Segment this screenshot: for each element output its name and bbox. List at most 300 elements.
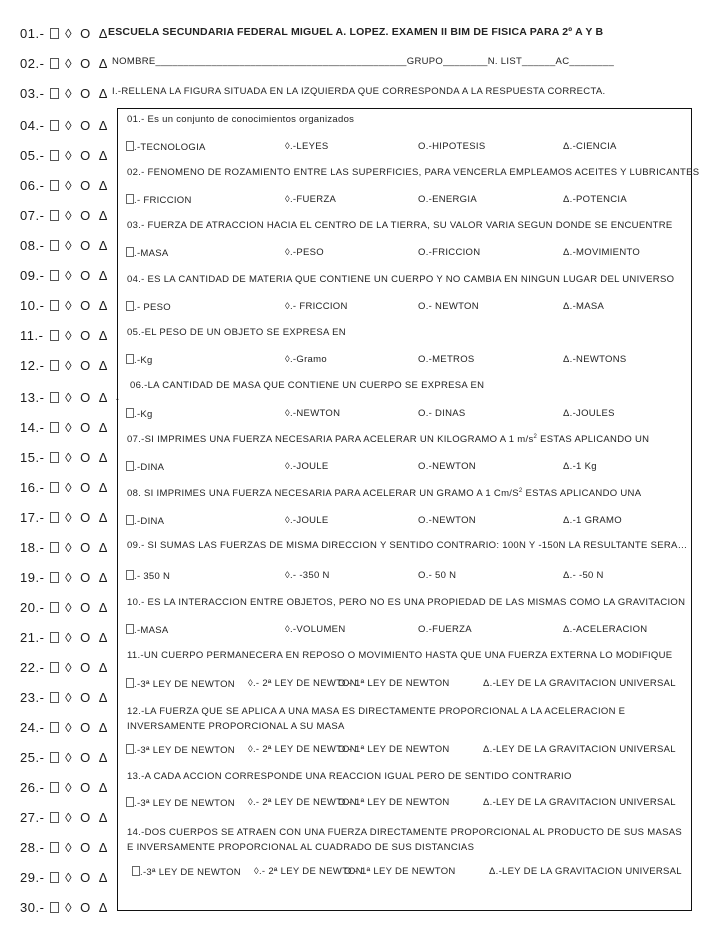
circle-bubble-icon[interactable]: O: [80, 328, 91, 343]
square-bubble-icon[interactable]: [50, 330, 59, 341]
question-text: 10.- ES LA INTERACCION ENTRE OBJETOS, PERO NO ES UNA PROPIEDAD DE LAS MISMAS COMO LA GRAVITACION: [127, 597, 686, 608]
question-text-part: 08. SI IMPRIMES UNA FUERZA NECESARIA PARA ACELERAR UN GRAMO A 1 Cm/S: [127, 488, 519, 500]
answer-option-label: .-3ª LEY DE NEWTON: [134, 798, 235, 809]
square-bubble-icon: [126, 515, 134, 525]
answer-row: [20, 630, 116, 645]
answer-option[interactable]: [418, 624, 472, 635]
answer-option[interactable]: [418, 141, 485, 152]
square-bubble-icon[interactable]: [50, 120, 59, 131]
square-bubble-icon[interactable]: [50, 392, 59, 403]
answer-option-label: Δ.-LEY DE LA GRAVITACION UNIVERSAL: [483, 744, 676, 755]
answer-option[interactable]: [126, 744, 235, 756]
answer-option-label: Δ.-LEY DE LA GRAVITACION UNIVERSAL: [489, 866, 682, 877]
triangle-bubble-icon[interactable]: Δ: [98, 660, 108, 675]
diamond-bubble-icon[interactable]: ◊: [65, 148, 73, 163]
answer-option-label: ◊.-JOULE: [285, 461, 329, 472]
diamond-bubble-icon[interactable]: ◊: [65, 840, 73, 855]
answer-option-label: O.-ENERGIA: [418, 194, 477, 205]
triangle-bubble-icon[interactable]: Δ: [98, 840, 108, 855]
square-bubble-icon: [126, 570, 134, 580]
circle-bubble-icon[interactable]: O: [80, 450, 91, 465]
answer-option[interactable]: [563, 354, 627, 365]
square-bubble-icon[interactable]: [50, 572, 59, 583]
diamond-bubble-icon[interactable]: ◊: [65, 720, 73, 735]
answer-option-label: .-TECNOLOGIA: [134, 142, 206, 153]
diamond-bubble-icon[interactable]: ◊: [65, 810, 73, 825]
square-bubble-icon[interactable]: [50, 872, 59, 883]
square-bubble-icon: [126, 678, 134, 688]
answer-option[interactable]: [126, 301, 171, 313]
square-bubble-icon[interactable]: [50, 512, 59, 523]
answer-row-number: 18.-: [20, 540, 45, 555]
answer-option-label: .- PESO: [134, 302, 171, 313]
answer-option[interactable]: [563, 570, 604, 581]
answer-option-label: O.- 1ª LEY DE NEWTON: [338, 678, 450, 689]
diamond-bubble-icon[interactable]: ◊: [65, 268, 73, 283]
answer-option[interactable]: [418, 301, 479, 312]
triangle-bubble-icon[interactable]: Δ: [98, 26, 108, 41]
answer-option[interactable]: [418, 354, 475, 365]
answer-row: [20, 840, 116, 855]
answer-option[interactable]: [563, 247, 640, 258]
answer-option[interactable]: [126, 194, 192, 206]
answer-row: [20, 118, 116, 133]
answer-option-label: Δ.- -50 N: [563, 570, 604, 581]
answer-row-number: 10.-: [20, 298, 45, 313]
answer-option-label: Δ.-MASA: [563, 301, 605, 312]
answer-option[interactable]: [563, 194, 627, 205]
question-text: 09.- SI SUMAS LAS FUERZAS DE MISMA DIRECCION Y SENTIDO CONTRARIO: 100N Y -150N LA RESULTANTE SERA…: [127, 540, 688, 551]
answer-row: [20, 208, 116, 223]
answer-row-number: 05.-: [20, 148, 45, 163]
square-bubble-icon[interactable]: [50, 270, 59, 281]
triangle-bubble-icon[interactable]: Δ: [98, 720, 108, 735]
instructions: I.-RELLENA LA FIGURA SITUADA EN LA IZQUIERDA QUE CORRESPONDA A LA RESPUESTA CORRECTA.: [112, 86, 606, 97]
answer-option-label: Δ.-1 Kg: [563, 461, 597, 472]
circle-bubble-icon[interactable]: O: [80, 900, 91, 915]
student-info-line[interactable]: NOMBRE_____________________________________________GRUPO________N. LIST______AC________: [112, 56, 615, 67]
answer-row-number: 02.-: [20, 56, 45, 71]
square-bubble-icon[interactable]: [50, 602, 59, 613]
diamond-bubble-icon[interactable]: ◊: [65, 870, 73, 885]
answer-row-number: 09.-: [20, 268, 45, 283]
circle-bubble-icon[interactable]: O: [80, 298, 91, 313]
square-bubble-icon: [126, 194, 134, 204]
circle-bubble-icon[interactable]: O: [80, 840, 91, 855]
answer-row: [20, 268, 116, 283]
answer-row-number: 27.-: [20, 810, 45, 825]
answer-row: [20, 900, 116, 915]
answer-option[interactable]: [126, 515, 164, 527]
question-text: [127, 488, 641, 499]
answer-option[interactable]: [418, 461, 476, 472]
square-bubble-icon[interactable]: [50, 722, 59, 733]
triangle-bubble-icon[interactable]: Δ: [98, 56, 108, 71]
square-bubble-icon[interactable]: [50, 662, 59, 673]
answer-option[interactable]: [126, 678, 235, 690]
answer-row-number: 04.-: [20, 118, 45, 133]
question-text-part: ESTAS APLICANDO UNA: [522, 488, 642, 500]
answer-row: [20, 600, 116, 615]
question-text: 01.- Es un conjunto de conocimientos organizados: [127, 114, 355, 125]
circle-bubble-icon[interactable]: O: [80, 690, 91, 705]
circle-bubble-icon[interactable]: O: [80, 600, 91, 615]
answer-option[interactable]: [285, 515, 329, 526]
answer-option-label: .-MASA: [134, 248, 169, 259]
square-bubble-icon[interactable]: [50, 88, 59, 99]
answer-row-number: 26.-: [20, 780, 45, 795]
square-bubble-icon[interactable]: [50, 812, 59, 823]
triangle-bubble-icon[interactable]: Δ: [98, 690, 108, 705]
answer-option-label: O.-FRICCION: [418, 247, 481, 258]
square-bubble-icon: [126, 461, 134, 471]
answer-option[interactable]: [285, 194, 336, 205]
answer-option[interactable]: [285, 301, 348, 312]
circle-bubble-icon[interactable]: O: [80, 540, 91, 555]
circle-bubble-icon[interactable]: O: [80, 390, 91, 405]
square-bubble-icon: [126, 354, 134, 364]
circle-bubble-icon[interactable]: O: [80, 420, 91, 435]
answer-option[interactable]: [132, 866, 241, 878]
square-bubble-icon[interactable]: [50, 180, 59, 191]
square-bubble-icon[interactable]: [50, 210, 59, 221]
answer-row: [20, 86, 116, 101]
exam-title: ESCUELA SECUNDARIA FEDERAL MIGUEL A. LOPEZ. EXAMEN II BIM DE FISICA PARA 2º A Y B: [108, 26, 604, 38]
diamond-bubble-icon[interactable]: ◊: [65, 510, 73, 525]
answer-option-label: .- 350 N: [134, 571, 171, 582]
answer-option-label: ◊.-VOLUMEN: [285, 624, 346, 635]
question-text: 13.-A CADA ACCION CORRESPONDE UNA REACCION IGUAL PERO DE SENTIDO CONTRARIO: [127, 771, 572, 782]
answer-row-number: 14.-: [20, 420, 45, 435]
answer-option-label: O.-NEWTON: [418, 515, 476, 526]
triangle-bubble-icon[interactable]: Δ: [98, 540, 108, 555]
square-bubble-icon[interactable]: [50, 782, 59, 793]
question-text: 03.- FUERZA DE ATRACCION HACIA EL CENTRO DE LA TIERRA, SU VALOR VARIA SEGUN DONDE SE ENCUENTRE: [127, 220, 673, 231]
answer-row: [20, 720, 116, 735]
diamond-bubble-icon[interactable]: ◊: [65, 56, 73, 71]
answer-row: [20, 750, 116, 765]
answer-option-label: ◊.- -350 N: [285, 570, 330, 581]
answer-option-label: Δ.-ACELERACION: [563, 624, 648, 635]
triangle-bubble-icon[interactable]: Δ: [98, 900, 108, 915]
answer-row-number: 16.-: [20, 480, 45, 495]
answer-row-number: 12.-: [20, 358, 45, 373]
question-text: [127, 434, 649, 445]
triangle-bubble-icon[interactable]: Δ: [98, 510, 108, 525]
answer-option-label: .-DINA: [134, 516, 165, 527]
square-bubble-icon[interactable]: [50, 422, 59, 433]
answer-option-label: O.- DINAS: [418, 408, 466, 419]
answer-option[interactable]: [483, 678, 676, 689]
answer-option-label: ◊.-Gramo: [285, 354, 327, 365]
triangle-bubble-icon[interactable]: Δ: [98, 238, 108, 253]
answer-option-label: .-3ª LEY DE NEWTON: [134, 745, 235, 756]
answer-row: [20, 238, 116, 253]
answer-option-label: ◊.- 2ª LEY DE NEWTON: [248, 797, 357, 808]
square-bubble-icon: [126, 624, 134, 634]
triangle-bubble-icon[interactable]: Δ: [98, 86, 108, 101]
answer-option[interactable]: [338, 744, 450, 755]
triangle-bubble-icon[interactable]: Δ: [98, 178, 108, 193]
answer-option-label: .-3ª LEY DE NEWTON: [140, 867, 241, 878]
diamond-bubble-icon[interactable]: ◊: [65, 178, 73, 193]
answer-option[interactable]: [418, 570, 456, 581]
answer-row-number: 07.-: [20, 208, 45, 223]
diamond-bubble-icon[interactable]: ◊: [65, 690, 73, 705]
circle-bubble-icon[interactable]: O: [80, 118, 91, 133]
answer-option[interactable]: [418, 247, 480, 258]
triangle-bubble-icon[interactable]: Δ: [98, 118, 108, 133]
circle-bubble-icon[interactable]: O: [80, 480, 91, 495]
answer-row: [20, 450, 116, 465]
question-text: 11.-UN CUERPO PERMANECERA EN REPOSO O MOVIMIENTO HASTA QUE UNA FUERZA EXTERNA LO MODIFIQUE: [127, 650, 673, 661]
square-bubble-icon[interactable]: [50, 902, 59, 913]
triangle-bubble-icon[interactable]: Δ: [98, 570, 108, 585]
answer-option[interactable]: [126, 247, 169, 259]
circle-bubble-icon[interactable]: O: [80, 358, 91, 373]
answer-row: [20, 390, 119, 405]
answer-row: [20, 510, 116, 525]
answer-row: [20, 178, 116, 193]
triangle-bubble-icon[interactable]: Δ: [98, 480, 108, 495]
square-bubble-icon: [126, 744, 134, 754]
circle-bubble-icon[interactable]: O: [80, 56, 91, 71]
answer-option[interactable]: [126, 141, 206, 153]
square-bubble-icon: [126, 797, 134, 807]
square-bubble-icon[interactable]: [50, 58, 59, 69]
diamond-bubble-icon[interactable]: ◊: [65, 600, 73, 615]
triangle-bubble-icon[interactable]: Δ: [98, 268, 108, 283]
answer-option-label: O.- 1ª LEY DE NEWTON: [338, 744, 450, 755]
square-bubble-icon[interactable]: [50, 692, 59, 703]
answer-option-label: O.- 50 N: [418, 570, 457, 581]
circle-bubble-icon[interactable]: O: [80, 238, 91, 253]
answer-option[interactable]: [563, 515, 622, 526]
answer-option-label: O.-FUERZA: [418, 624, 472, 635]
answer-option-label: ◊.-LEYES: [285, 141, 329, 152]
answer-option[interactable]: [126, 354, 153, 366]
circle-bubble-icon[interactable]: O: [80, 26, 91, 41]
circle-bubble-icon[interactable]: O: [80, 870, 91, 885]
answer-row: [20, 810, 116, 825]
answer-option[interactable]: [563, 301, 604, 312]
answer-option-label: ◊.- 2ª LEY DE NEWTON: [254, 866, 363, 877]
triangle-bubble-icon[interactable]: Δ: [98, 298, 108, 313]
answer-option[interactable]: [418, 194, 477, 205]
answer-row-number: 29.-: [20, 870, 45, 885]
diamond-bubble-icon[interactable]: ◊: [65, 298, 73, 313]
answer-row: [20, 56, 116, 71]
answer-option-label: ◊.-NEWTON: [285, 408, 341, 419]
diamond-bubble-icon[interactable]: ◊: [65, 420, 73, 435]
question-text: 14.-DOS CUERPOS SE ATRAEN CON UNA FUERZA DIRECTAMENTE PROPORCIONAL AL PRODUCTO DE SUS MASAS E INVERSAMENTE PROPORCIONAL AL CUADRADO DE SUS DISTANCIAS: [127, 827, 682, 853]
diamond-bubble-icon[interactable]: ◊: [65, 26, 73, 41]
square-bubble-icon[interactable]: [50, 452, 59, 463]
triangle-bubble-icon[interactable]: Δ: [98, 630, 108, 645]
answer-option-label: .-Kg: [134, 355, 153, 366]
answer-option[interactable]: [126, 797, 235, 809]
triangle-bubble-icon[interactable]: Δ: [98, 750, 108, 765]
answer-option[interactable]: [563, 461, 597, 472]
triangle-bubble-icon[interactable]: Δ: [98, 390, 108, 405]
answer-option-label: ◊.- FRICCION: [285, 301, 348, 312]
square-bubble-icon: [126, 408, 134, 418]
circle-bubble-icon[interactable]: O: [80, 810, 91, 825]
answer-option[interactable]: [338, 678, 450, 689]
diamond-bubble-icon[interactable]: ◊: [65, 208, 73, 223]
answer-option-label: O.- 1ª LEY DE NEWTON: [338, 797, 450, 808]
question-text-part: ESTAS APLICANDO UN: [537, 434, 650, 446]
diamond-bubble-icon[interactable]: ◊: [65, 480, 73, 495]
square-bubble-icon[interactable]: [50, 752, 59, 763]
answer-option[interactable]: [489, 866, 682, 877]
answer-option-label: Δ.-LEY DE LA GRAVITACION UNIVERSAL: [483, 797, 676, 808]
square-bubble-icon[interactable]: [50, 240, 59, 251]
triangle-bubble-icon[interactable]: Δ: [98, 780, 108, 795]
circle-bubble-icon[interactable]: O: [80, 510, 91, 525]
answer-row-number: 15.-: [20, 450, 45, 465]
answer-row-number: 08.-: [20, 238, 45, 253]
answer-option[interactable]: [563, 624, 647, 635]
answer-option[interactable]: [285, 408, 340, 419]
answer-option-label: ◊.-PESO: [285, 247, 324, 258]
circle-bubble-icon[interactable]: O: [80, 148, 91, 163]
question-text: 12.-LA FUERZA QUE SE APLICA A UNA MASA ES DIRECTAMENTE PROPORCIONAL A LA ACELERACION E INVERSAMENTE PROPORCIONAL A SU MASA: [127, 706, 626, 732]
diamond-bubble-icon[interactable]: ◊: [65, 86, 73, 101]
diamond-bubble-icon[interactable]: ◊: [65, 900, 73, 915]
diamond-bubble-icon[interactable]: ◊: [65, 358, 73, 373]
answer-row: [20, 26, 116, 41]
answer-option-label: O.-HIPOTESIS: [418, 141, 486, 152]
answer-option[interactable]: [285, 247, 324, 258]
diamond-bubble-icon[interactable]: ◊: [65, 328, 73, 343]
answer-option[interactable]: [418, 515, 476, 526]
answer-row-number: 01.-: [20, 26, 45, 41]
answer-option[interactable]: [126, 624, 169, 636]
triangle-bubble-icon[interactable]: Δ: [98, 810, 108, 825]
triangle-bubble-icon[interactable]: Δ: [98, 870, 108, 885]
square-bubble-icon[interactable]: [50, 842, 59, 853]
answer-row-number: 03.-: [20, 86, 45, 101]
answer-option-label: O.- 1ª LEY DE NEWTON: [344, 866, 456, 877]
answer-option[interactable]: [338, 797, 450, 808]
circle-bubble-icon[interactable]: O: [80, 630, 91, 645]
triangle-bubble-icon[interactable]: Δ: [98, 450, 108, 465]
answer-option-label: ◊.- 2ª LEY DE NEWTON: [248, 744, 357, 755]
superscript: 2: [533, 434, 538, 440]
triangle-bubble-icon[interactable]: Δ: [98, 148, 108, 163]
square-bubble-icon[interactable]: [50, 300, 59, 311]
triangle-bubble-icon[interactable]: Δ: [98, 328, 108, 343]
square-bubble-icon: [126, 301, 134, 311]
diamond-bubble-icon[interactable]: ◊: [65, 660, 73, 675]
answer-option-label: Δ.-MOVIMIENTO: [563, 247, 641, 258]
answer-option[interactable]: [285, 354, 327, 365]
answer-option[interactable]: [126, 408, 153, 420]
answer-option[interactable]: [285, 141, 329, 152]
circle-bubble-icon[interactable]: O: [80, 750, 91, 765]
diamond-bubble-icon[interactable]: ◊: [65, 540, 73, 555]
answer-row-number: 28.-: [20, 840, 45, 855]
answer-option-label: Δ.-1 GRAMO: [563, 515, 622, 526]
diamond-bubble-icon[interactable]: ◊: [65, 750, 73, 765]
answer-option[interactable]: [563, 408, 615, 419]
answer-option-label: Δ.-JOULES: [563, 408, 615, 419]
square-bubble-icon[interactable]: [50, 150, 59, 161]
square-bubble-icon[interactable]: [50, 482, 59, 493]
answer-option-label: ◊.- 2ª LEY DE NEWTON: [248, 678, 357, 689]
answer-option[interactable]: [483, 797, 676, 808]
answer-row: [20, 328, 116, 343]
diamond-bubble-icon[interactable]: ◊: [65, 118, 73, 133]
stray-mark: -: [115, 394, 120, 404]
circle-bubble-icon[interactable]: O: [80, 86, 91, 101]
answer-row: [20, 660, 116, 675]
diamond-bubble-icon[interactable]: ◊: [65, 630, 73, 645]
square-bubble-icon[interactable]: [50, 28, 59, 39]
answer-row-number: 17.-: [20, 510, 45, 525]
square-bubble-icon: [126, 141, 134, 151]
answer-option[interactable]: [285, 461, 329, 472]
circle-bubble-icon[interactable]: O: [80, 208, 91, 223]
diamond-bubble-icon[interactable]: ◊: [65, 570, 73, 585]
answer-row: [20, 690, 116, 705]
answer-option[interactable]: [126, 461, 164, 473]
answer-row-number: 23.-: [20, 690, 45, 705]
square-bubble-icon: [126, 247, 134, 257]
answer-option-label: .-DINA: [134, 462, 165, 473]
circle-bubble-icon[interactable]: O: [80, 780, 91, 795]
square-bubble-icon[interactable]: [50, 542, 59, 553]
answer-option[interactable]: [483, 744, 676, 755]
answer-option-label: .-3ª LEY DE NEWTON: [134, 679, 235, 690]
square-bubble-icon[interactable]: [50, 360, 59, 371]
answer-row-number: 30.-: [20, 900, 45, 915]
diamond-bubble-icon[interactable]: ◊: [65, 390, 73, 405]
circle-bubble-icon[interactable]: O: [80, 178, 91, 193]
answer-option[interactable]: [563, 141, 617, 152]
square-bubble-icon[interactable]: [50, 632, 59, 643]
answer-option[interactable]: [285, 570, 330, 581]
diamond-bubble-icon[interactable]: ◊: [65, 238, 73, 253]
answer-option[interactable]: [285, 624, 345, 635]
circle-bubble-icon[interactable]: O: [80, 268, 91, 283]
circle-bubble-icon[interactable]: O: [80, 720, 91, 735]
answer-row: [20, 358, 116, 373]
diamond-bubble-icon[interactable]: ◊: [65, 780, 73, 795]
answer-option-label: .-MASA: [134, 625, 169, 636]
triangle-bubble-icon[interactable]: Δ: [98, 358, 108, 373]
answer-option[interactable]: [418, 408, 466, 419]
answer-row-number: 20.-: [20, 600, 45, 615]
answer-option-label: .- FRICCION: [134, 195, 192, 206]
superscript: 2: [518, 488, 523, 494]
triangle-bubble-icon[interactable]: Δ: [98, 208, 108, 223]
diamond-bubble-icon[interactable]: ◊: [65, 450, 73, 465]
circle-bubble-icon[interactable]: O: [80, 660, 91, 675]
answer-option-label: ◊.-JOULE: [285, 515, 329, 526]
circle-bubble-icon[interactable]: O: [80, 570, 91, 585]
answer-row: [20, 420, 116, 435]
answer-option[interactable]: [344, 866, 456, 877]
answer-option-label: Δ.-CIENCIA: [563, 141, 617, 152]
question-text-part: 07.-SI IMPRIMES UNA FUERZA NECESARIA PARA ACELERAR UN KILOGRAMO A 1 m/s: [127, 434, 534, 446]
triangle-bubble-icon[interactable]: Δ: [98, 600, 108, 615]
triangle-bubble-icon[interactable]: Δ: [98, 420, 108, 435]
answer-option-label: ◊.-FUERZA: [285, 194, 337, 205]
question-text: 04.- ES LA CANTIDAD DE MATERIA QUE CONTIENE UN CUERPO Y NO CAMBIA EN NINGUN LUGAR DEL UNIVERSO: [127, 274, 675, 285]
answer-option[interactable]: [126, 570, 170, 582]
